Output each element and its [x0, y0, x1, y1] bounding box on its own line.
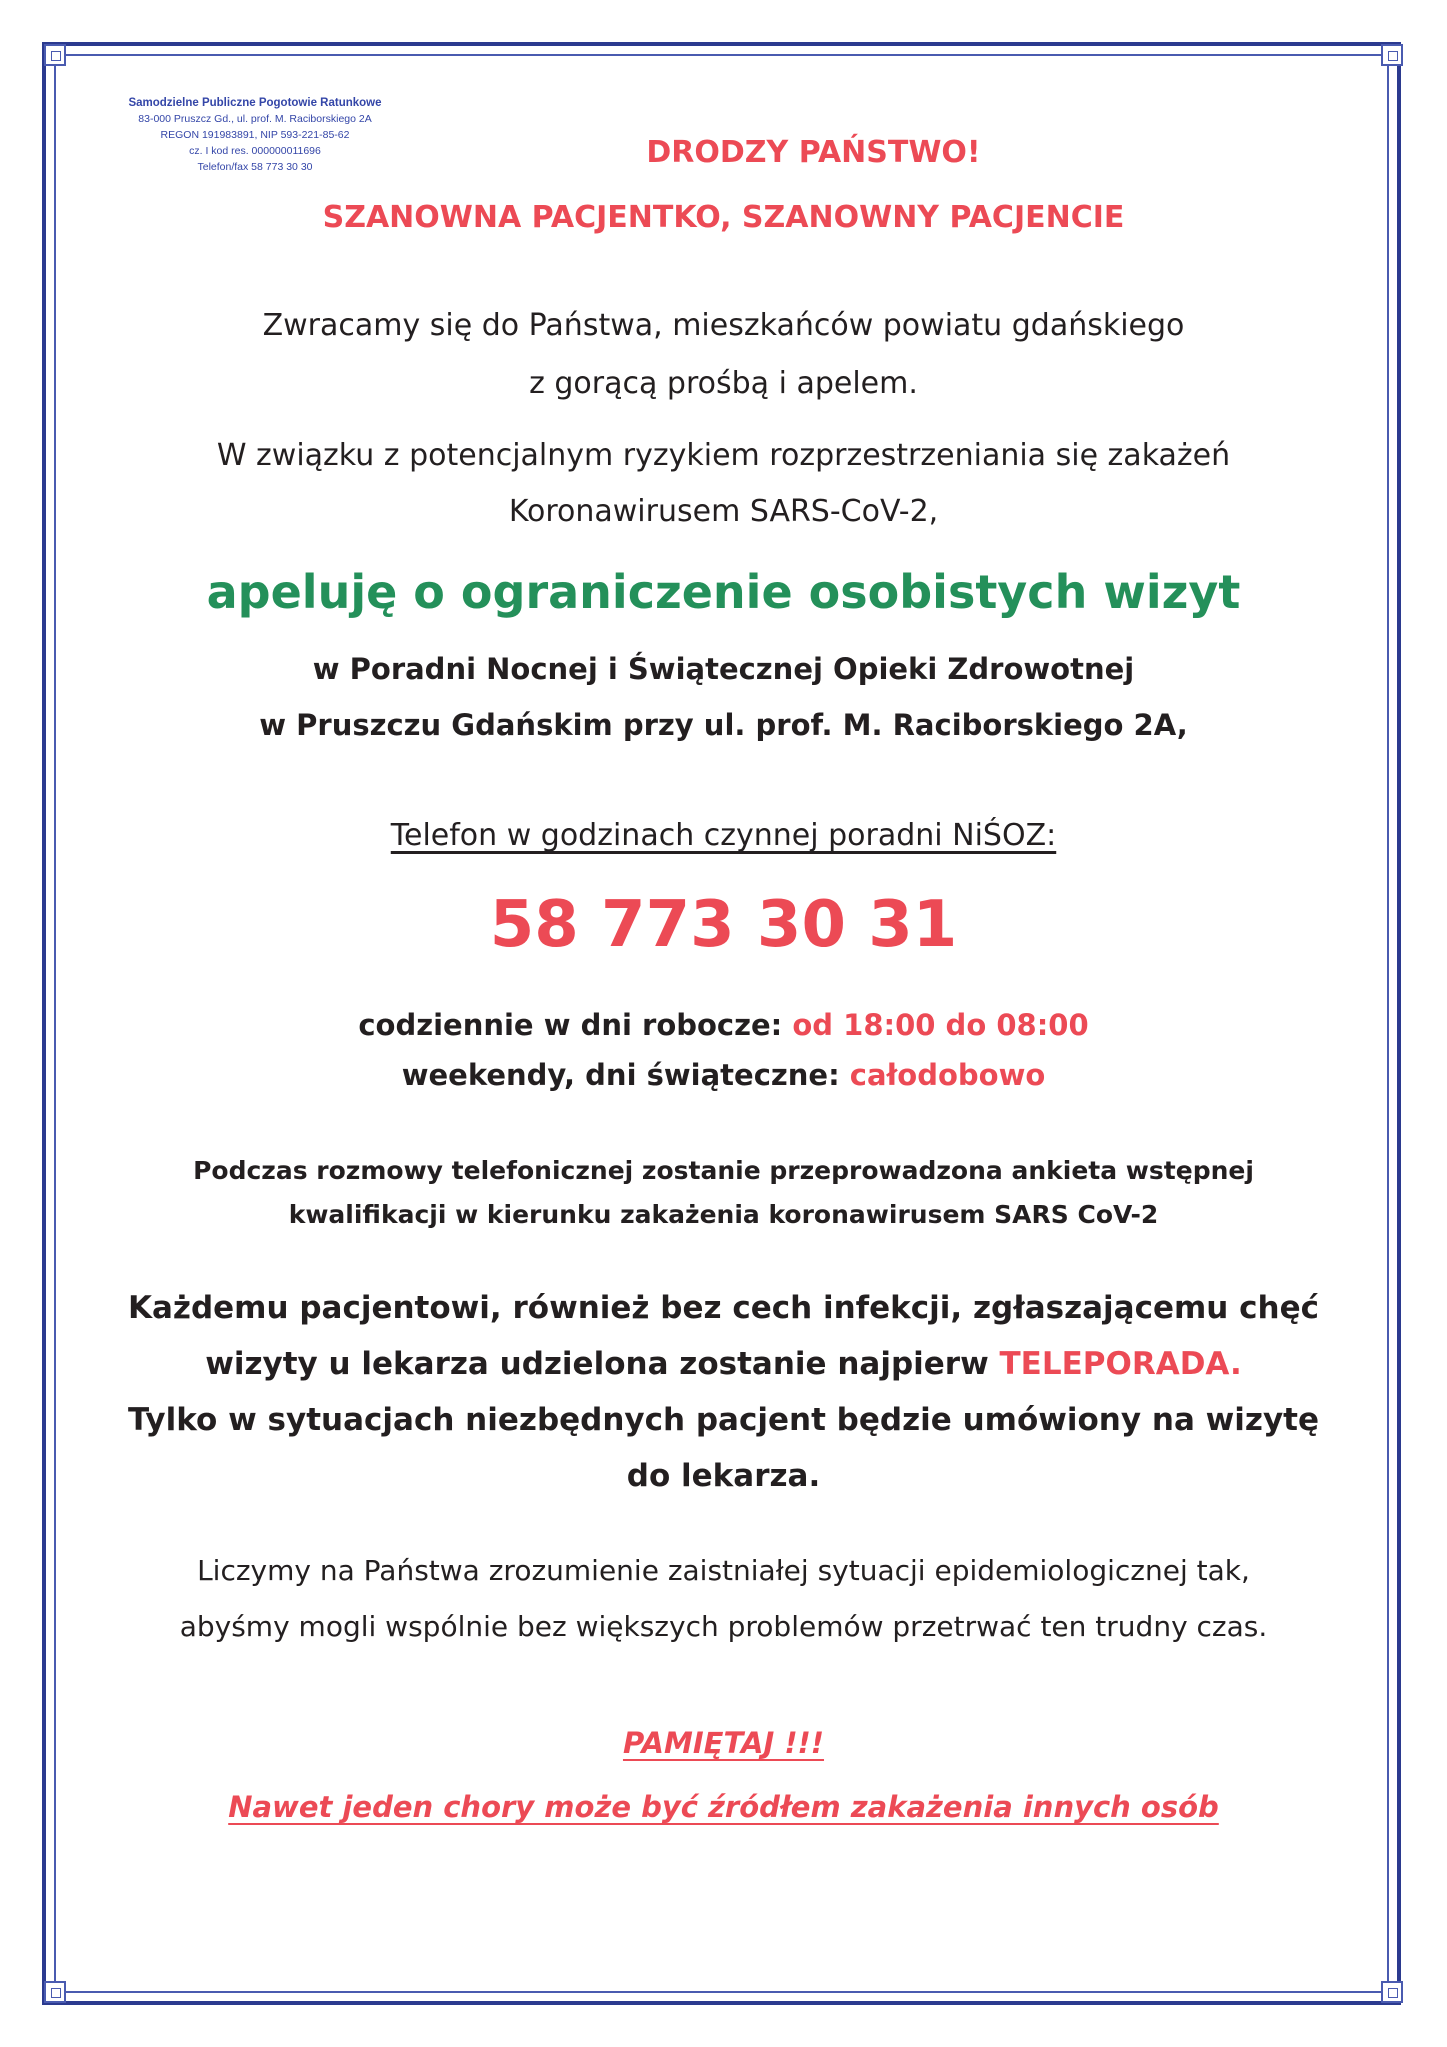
corner-ornament-bottom-right [1381, 1981, 1403, 2003]
hours-weekend-value: całodobowo [849, 1058, 1046, 1092]
intro-line-2: z gorącą prośbą i apelem. [529, 366, 918, 401]
teleporada-line-2-prefix: wizyty u lekarza udzielona zostanie najpierw [205, 1346, 1000, 1382]
teleporada-line-1: Każdemu pacjentowi, również bez cech infekcji, zgłaszającemu chęć [127, 1290, 1320, 1326]
intro-line-4: Koronawirusem SARS-CoV-2, [508, 494, 939, 529]
stamp-regon: REGON 191983891, NIP 593-221-85-62 [160, 129, 350, 141]
teleporada-highlight: TELEPORADA. [999, 1346, 1242, 1382]
stamp-phone: Telefon/fax 58 773 30 30 [197, 161, 313, 173]
phone-number: 58 773 30 31 [489, 888, 958, 962]
stamp-address: 83-000 Pruszcz Gd., ul. prof. M. Raciborskiego 2A [138, 113, 372, 125]
hours-weekend [100, 1058, 1347, 1092]
reminder-message-text: Nawet jeden chory może być źródłem zakażenia innych osób [228, 1790, 1219, 1824]
reminder-title-text: PAMIĘTAJ !!! [622, 1726, 825, 1760]
phone-label [100, 818, 1347, 853]
corner-ornament-top-right [1381, 44, 1403, 66]
phone-label-text: Telefon w godzinach czynnej poradni NiŚOZ: [390, 818, 1057, 853]
location-line-1: w Poradni Nocnej i Świątecznej Opieki Zdrowotnej [312, 652, 1135, 686]
hours-weekday [100, 1008, 1347, 1042]
intro-line-3: W związku z potencjalnym ryzykiem rozprzestrzeniania się zakażeń [216, 438, 1231, 473]
greeting-title: DRODZY PAŃSTWO! [646, 135, 981, 170]
teleporada-line-3: Tylko w sytuacjach niezbędnych pacjent będzie umówiony na wizytę [127, 1402, 1320, 1438]
hours-weekend-label: weekendy, dni świąteczne: [401, 1058, 850, 1092]
stamp-registry: cz. I kod res. 000000011696 [189, 145, 321, 157]
survey-line-2: kwalifikacji w kierunku zakażenia koronawirusem SARS CoV-2 [288, 1200, 1159, 1229]
closing-line-1: Liczymy na Państwa zrozumienie zaistniałej sytuacji epidemiologicznej tak, [197, 1554, 1250, 1587]
teleporada-line-2 [100, 1346, 1347, 1382]
hours-weekday-label: codziennie w dni robocze: [358, 1008, 793, 1042]
hours-weekday-value: od 18:00 do 08:00 [792, 1008, 1089, 1042]
closing-line-2: abyśmy mogli wspólnie bez większych problemów przetrwać ten trudny czas. [179, 1610, 1268, 1643]
survey-line-1: Podczas rozmowy telefonicznej zostanie przeprowadzona ankieta wstępnej [193, 1156, 1254, 1185]
reminder-message [100, 1790, 1347, 1824]
greeting-subtitle: SZANOWNA PACJENTKO, SZANOWNY PACJENCIE [322, 200, 1125, 235]
stamp-name: Samodzielne Publiczne Pogotowie Ratunkowe [128, 97, 382, 109]
location-line-2: w Pruszczu Gdańskim przy ul. prof. M. Raciborskiego 2A, [259, 708, 1188, 742]
corner-ornament-top-left [44, 44, 66, 66]
intro-line-1: Zwracamy się do Państwa, mieszkańców powiatu gdańskiego [262, 308, 1185, 343]
corner-ornament-bottom-left [44, 1981, 66, 2003]
appeal-headline: apeluję o ograniczenie osobistych wizyt [206, 565, 1241, 619]
reminder-title [100, 1726, 1347, 1760]
teleporada-line-4: do lekarza. [626, 1458, 821, 1494]
